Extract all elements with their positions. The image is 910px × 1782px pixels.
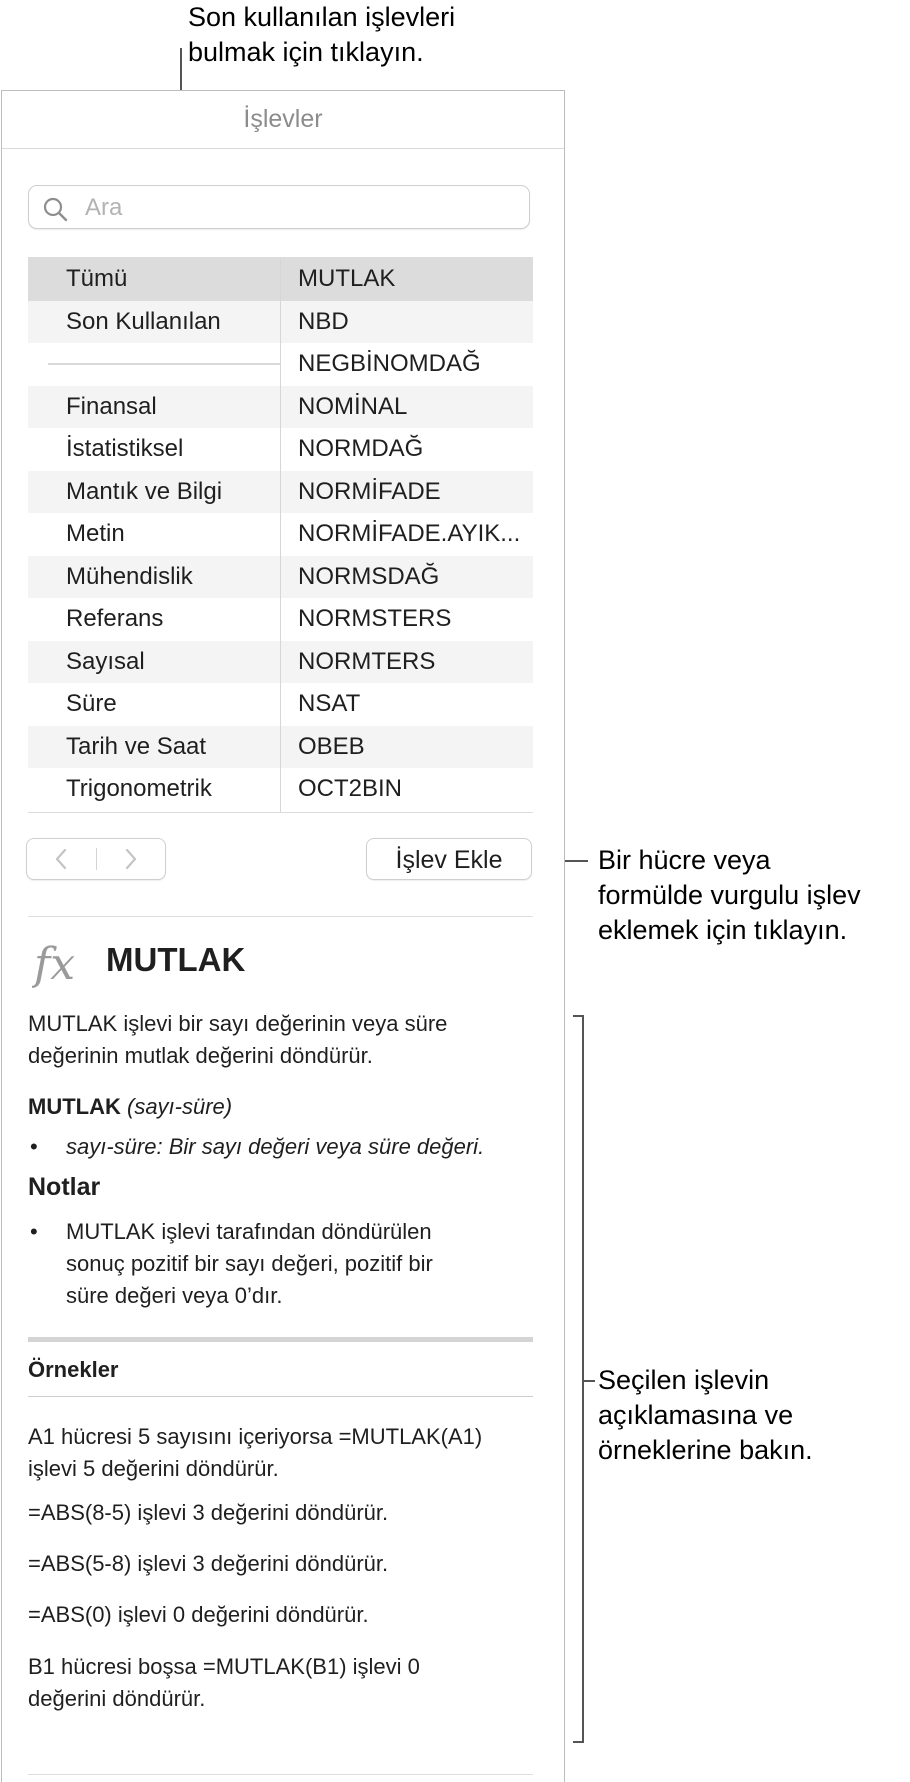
forward-button[interactable] [97, 839, 166, 879]
divider [28, 916, 533, 917]
callout-details-line-3: örneklerine bakın. [598, 1435, 813, 1465]
divider [28, 1396, 533, 1397]
category-text[interactable]: Metin [66, 520, 125, 547]
callout-insert-line-2: formülde vurgulu işlev [598, 880, 861, 910]
examples-divider [28, 1337, 533, 1342]
category-numeric[interactable]: Sayısal [66, 647, 145, 675]
callout-recent-line-2: bulmak için tıklayın. [188, 37, 424, 67]
functions-panel [1, 90, 565, 1782]
chevron-left-icon [53, 848, 69, 870]
description-line-1: MUTLAK işlevi bir sayı değerinin veya süre [28, 1011, 448, 1036]
category-trigonometric[interactable]: Trigonometrik [66, 775, 212, 802]
notes-line-2: sonuç pozitif bir sayı değeri, pozitif bir [66, 1251, 433, 1276]
notes-line-3: süre değeri veya 0’dır. [66, 1283, 283, 1308]
function-item[interactable]: MUTLAK [298, 265, 396, 292]
category-duration[interactable]: Süre [66, 690, 117, 717]
notes-heading: Notlar [28, 1173, 101, 1201]
function-item[interactable]: NORMTERS [298, 647, 436, 675]
description-line-2: değerinin mutlak değerini döndürür. [28, 1043, 373, 1068]
back-button[interactable] [27, 839, 96, 879]
function-item[interactable]: OBEB [298, 732, 365, 760]
category-reference[interactable]: Referans [66, 605, 164, 632]
fx-icon [32, 933, 88, 993]
example-3: =ABS(5-8) işlevi 3 değerini döndürür. [28, 1551, 389, 1576]
category-date-time[interactable]: Tarih ve Saat [66, 732, 207, 760]
chevron-right-icon [123, 848, 139, 870]
function-item[interactable]: NOMİNAL [298, 392, 408, 420]
function-syntax [28, 1091, 538, 1123]
example-1-line-2: işlevi 5 değerini döndürür. [28, 1456, 279, 1481]
callout-recent-line-1: Son kullanılan işlevleri [188, 2, 456, 32]
function-item[interactable]: NORMDAĞ [298, 435, 424, 462]
category-financial[interactable]: Finansal [66, 392, 157, 420]
notes-line-1: MUTLAK işlevi tarafından döndürülen [66, 1219, 432, 1244]
syntax-name: MUTLAK [28, 1094, 121, 1119]
category-engineering[interactable]: Mühendislik [66, 562, 193, 590]
example-1 [28, 1421, 538, 1485]
category-statistical[interactable]: İstatistiksel [66, 435, 184, 462]
function-item[interactable]: NORMİFADE [298, 477, 441, 505]
example-5-line-1: B1 hücresi boşsa =MUTLAK(B1) işlevi 0 [28, 1654, 420, 1679]
example-5 [28, 1651, 538, 1715]
category-separator [48, 363, 280, 365]
history-nav [26, 838, 166, 880]
examples-heading: Örnekler [28, 1357, 119, 1382]
syntax-args: (sayı-süre) [127, 1094, 233, 1119]
function-item[interactable]: NBD [298, 307, 349, 335]
function-name: MUTLAK [106, 941, 246, 978]
function-item[interactable]: OCT2BIN [298, 775, 403, 802]
notes-text [66, 1216, 536, 1312]
bullet-icon: • [30, 1219, 38, 1244]
svg-text:fx: fx [34, 939, 76, 990]
category-recent[interactable]: Son Kullanılan [66, 307, 221, 335]
panel-title: İşlevler [2, 91, 564, 149]
column-divider [280, 258, 281, 812]
callout-details-line-1: Seçilen işlevin [598, 1365, 770, 1395]
callout-insert-line-3: eklemek için tıklayın. [598, 915, 848, 945]
search-input[interactable] [83, 190, 517, 226]
callout-details-leader [584, 1380, 595, 1382]
category-logical[interactable]: Mantık ve Bilgi [66, 477, 223, 505]
function-item[interactable]: NEGBİNOMDAĞ [298, 350, 481, 377]
callout-details [598, 1363, 813, 1468]
search-field[interactable] [28, 185, 530, 229]
function-item[interactable]: NORMSDAĞ [298, 562, 440, 590]
callout-details-line-2: açıklamasına ve [598, 1400, 794, 1430]
bullet-icon: • [30, 1134, 38, 1159]
search-icon [42, 196, 68, 222]
example-5-line-2: değerini döndürür. [28, 1686, 206, 1711]
callout-insert [598, 843, 861, 948]
function-item[interactable]: NSAT [298, 690, 361, 717]
function-item[interactable]: NORMSTERS [298, 605, 452, 632]
callout-insert-line-1: Bir hücre veya [598, 845, 771, 875]
example-4: =ABS(0) işlevi 0 değerini döndürür. [28, 1602, 369, 1627]
callout-recent [188, 0, 455, 70]
category-all[interactable]: Tümü [66, 265, 128, 292]
function-browser [28, 257, 533, 813]
example-2: =ABS(8-5) işlevi 3 değerini döndürür. [28, 1500, 389, 1525]
insert-function-button[interactable]: İşlev Ekle [366, 838, 532, 880]
callout-details-bracket [573, 1015, 584, 1743]
example-1-line-1: A1 hücresi 5 sayısını içeriyorsa =MUTLAK(A1) [28, 1424, 483, 1449]
function-item[interactable]: NORMİFADE.AYIK... [298, 520, 521, 547]
function-description [28, 1008, 538, 1072]
divider [28, 1774, 533, 1775]
argument-description: sayı-süre: Bir sayı değeri veya süre değeri. [66, 1134, 485, 1159]
